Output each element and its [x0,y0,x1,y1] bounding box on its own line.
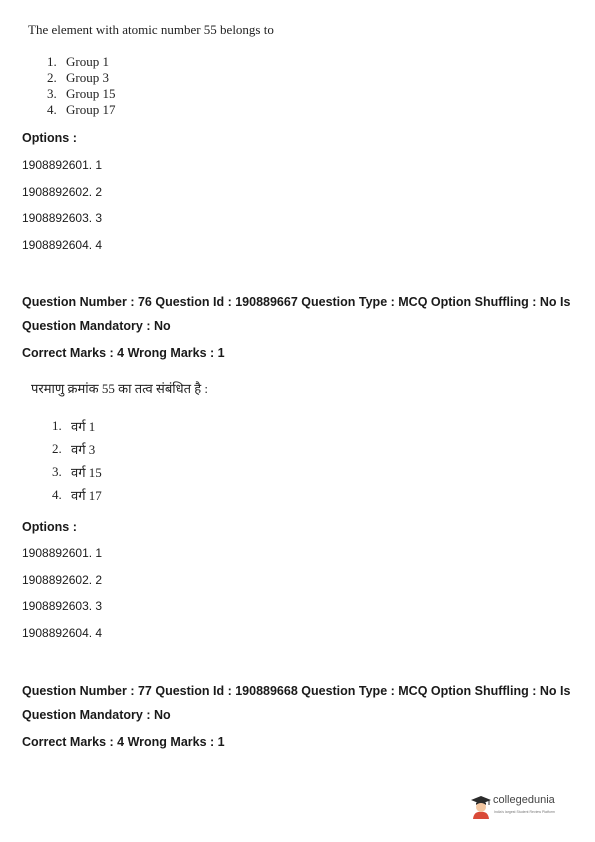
question-stem: The element with atomic number 55 belongs to [28,22,274,37]
option-code: 1908892601. 1 [22,158,103,172]
option-text: Group 1 [66,54,109,69]
list-item [52,460,102,483]
logo-tagline: India's largest Student Review Platform [494,810,555,814]
question-mandatory: Question Mandatory : No [22,708,171,722]
logo-name: collegedunia [493,794,555,806]
option-number: 4. [47,102,57,117]
option-code: 1908892603. 3 [22,211,103,225]
option-number: 3. [47,86,57,101]
option-number: 1. [47,54,57,69]
options-label: Options : [22,520,77,534]
option-text: वर्ग 15 [71,464,102,480]
question-header-line: Question Number : 76 Question Id : 190889667 Question Type : MCQ Option Shuffling : No Is [22,295,571,309]
option-number: 1. [52,417,62,433]
question-header-line: Question Number : 77 Question Id : 190889668 Question Type : MCQ Option Shuffling : No Is [22,684,571,698]
list-item [52,414,102,437]
list-item [52,483,102,506]
question-marks: Correct Marks : 4 Wrong Marks : 1 [22,735,225,749]
list-item [47,102,115,118]
option-code: 1908892602. 2 [22,573,103,587]
question-option-list [52,414,102,506]
option-code: 1908892602. 2 [22,185,103,199]
question-mandatory: Question Mandatory : No [22,319,171,333]
collegedunia-logo [470,793,570,823]
list-item [52,437,102,460]
option-text: वर्ग 1 [71,418,96,434]
question-header [22,679,582,754]
list-item [47,70,115,86]
option-number: 2. [52,440,62,456]
option-number: 3. [52,463,62,479]
option-text: वर्ग 3 [71,441,96,457]
list-item [47,86,115,102]
option-code: 1908892604. 4 [22,238,103,252]
options-label: Options : [22,131,77,145]
option-text: Group 3 [66,70,109,85]
list-item [47,54,115,70]
option-text: Group 17 [66,102,116,117]
option-code: 1908892601. 1 [22,546,103,560]
option-code: 1908892603. 3 [22,599,103,613]
option-text: Group 15 [66,86,116,101]
option-number: 4. [52,486,62,502]
question-marks: Correct Marks : 4 Wrong Marks : 1 [22,346,225,360]
question-stem-hindi: परमाणु क्रमांक 55 का तत्व संबंधित है : [31,381,209,396]
question-header [22,290,582,365]
option-code: 1908892604. 4 [22,626,103,640]
graduate-icon [470,795,492,819]
option-text: वर्ग 17 [71,487,102,503]
option-number: 2. [47,70,57,85]
question-option-list [47,54,115,118]
